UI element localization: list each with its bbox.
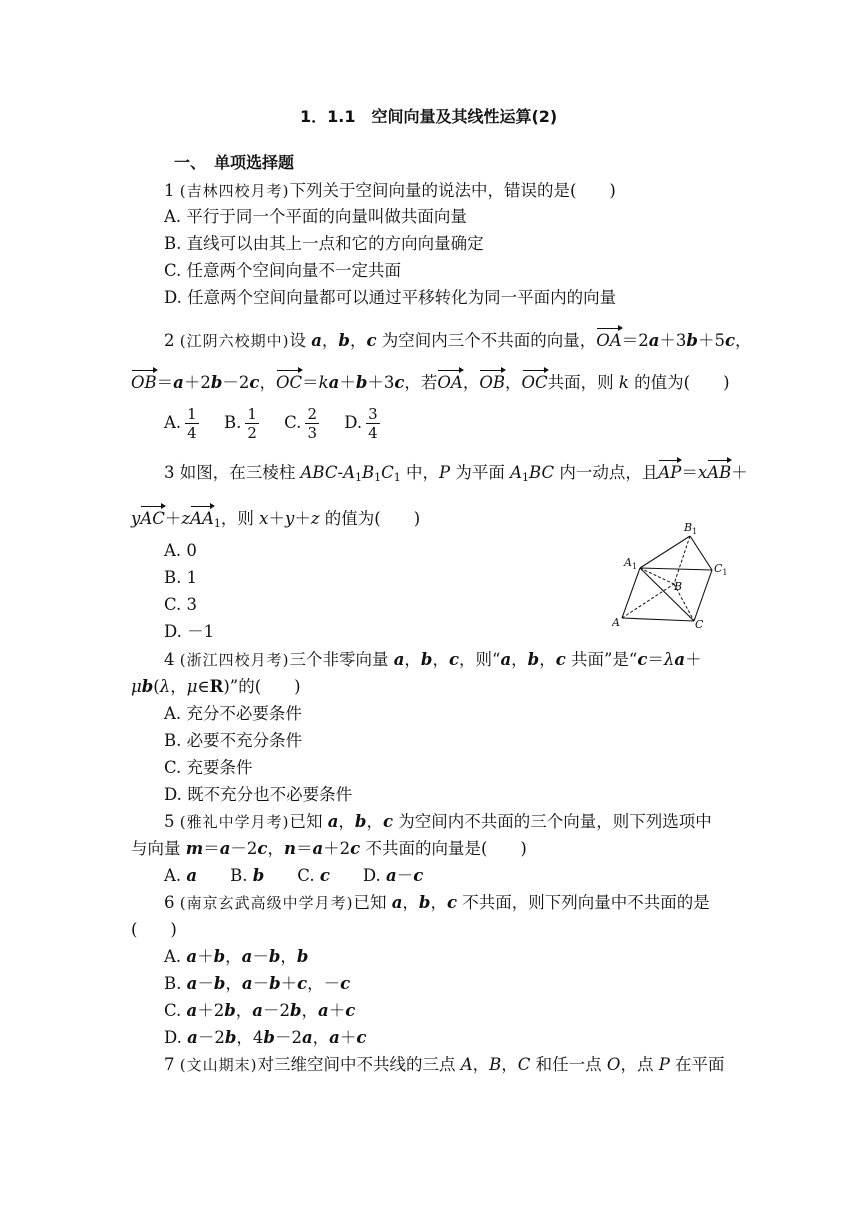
question-number: 3 — [164, 463, 175, 482]
q6-option-c: C. a＋2b，a－2b，a＋c — [164, 1001, 356, 1020]
q6-option-d: D. a－2b，4b－2a，a＋c — [164, 1028, 367, 1047]
edge-aa1 — [622, 568, 640, 618]
q4-option-c: C. 充要条件 — [164, 758, 253, 777]
section-heading: 一、 单项选择题 — [174, 153, 295, 172]
edge-ac — [622, 618, 694, 621]
edge-a1b1 — [640, 536, 690, 568]
q6-option-a: A. a＋b，a－b，b — [164, 947, 309, 966]
edge-ab-hidden — [622, 584, 674, 618]
page-title: 1．1.1 空间向量及其线性运算(2) — [300, 107, 558, 126]
label-c1: $C_1$ — [714, 562, 728, 577]
q3-option-c: C. 3 — [164, 595, 198, 614]
edge-cc1 — [694, 570, 712, 621]
q2-options — [164, 405, 380, 445]
question-6-stem-line2: ( ) — [131, 920, 177, 939]
edge-a1c — [640, 568, 694, 621]
label-b: B — [674, 580, 683, 593]
q2-option-c: C. $\frac{2}{3}$ — [284, 405, 317, 442]
edge-a1b-hidden — [640, 568, 674, 584]
question-source: (江阴六校期中) — [179, 332, 290, 350]
prism-figure — [612, 518, 742, 633]
question-6-stem-line1: 6 (南京玄武高级中学月考)已知 a，b，c 不共面，则下列向量中不共面的是 — [164, 893, 710, 912]
q4-option-d: D. 既不充分也不必要条件 — [164, 785, 353, 804]
question-4-stem-line1: 4 (浙江四校月考)三个非零向量 a，b，c，则“a，b，c 共面”是“c＝λa＋ — [164, 650, 702, 669]
edge-bb1-hidden — [674, 536, 690, 584]
question-number: 2 — [164, 331, 175, 350]
question-2-stem-line1: 2 (江阴六校期中)设 a，b，c 为空间内三个不共面的向量，OA＝2a＋3b＋5c， — [164, 331, 752, 350]
q4-option-b: B. 必要不充分条件 — [164, 731, 303, 750]
q1-option-a: A. 平行于同一个平面的向量叫做共面向量 — [164, 207, 467, 226]
question-number: 1 — [164, 181, 175, 200]
question-number: 7 — [164, 1055, 175, 1074]
label-c: C — [695, 618, 704, 631]
question-7-stem-line1: 7 (文山期末)对三维空间中不共线的三点 A，B，C 和任一点 O，点 P 在平面 — [164, 1055, 725, 1074]
q4-option-a: A. 充分不必要条件 — [164, 704, 302, 723]
edge-a1c1 — [640, 568, 712, 570]
q3-option-d: D. －1 — [164, 622, 215, 641]
q2-option-d: D. $\frac{3}{4}$ — [344, 405, 378, 442]
q3-option-a: A. 0 — [164, 541, 197, 560]
q5-options: A. a B. b C. c D. a－c — [164, 866, 424, 885]
question-source: (文山期末) — [179, 1056, 258, 1074]
label-b1: $B_1$ — [684, 521, 698, 536]
question-3-stem-line1: 3 如图，在三棱柱 ABC-$A_1B_1C_1$ 中，P 为平面 $A_1BC$ 内一动点，且AP＝xAB＋ — [164, 463, 748, 484]
question-number: 4 — [164, 650, 175, 669]
question-source: (南京玄武高级中学月考) — [179, 894, 354, 912]
edge-b1c1 — [690, 536, 712, 570]
question-source: (浙江四校月考) — [179, 651, 290, 669]
question-source: (雅礼中学月考) — [179, 813, 290, 831]
q3-option-b: B. 1 — [164, 568, 198, 587]
question-source: (吉林四校月考) — [179, 182, 290, 200]
question-number: 6 — [164, 893, 175, 912]
label-a: A — [612, 616, 620, 629]
question-2-stem-line2: OB＝a＋2b－2c，OC＝ka＋b＋3c，若OA，OB，OC共面，则 k 的值为( ) — [131, 373, 730, 392]
q1-option-c: C. 任意两个空间向量不一定共面 — [164, 261, 402, 280]
label-a1: $A_1$ — [624, 556, 638, 571]
q2-option-b: B. $\frac{1}{2}$ — [223, 405, 257, 442]
question-number: 5 — [164, 812, 175, 831]
question-1-stem — [164, 180, 616, 202]
question-5-stem-line1: 5 (雅礼中学月考)已知 a，b，c 为空间内不共面的三个向量，则下列选项中 — [164, 812, 712, 831]
q6-option-b: B. a－b，a－b＋c，－c — [164, 974, 351, 993]
q1-option-b: B. 直线可以由其上一点和它的方向向量确定 — [164, 234, 484, 253]
question-5-stem-line2: 与向量 m＝a－2c，n＝a＋2c 不共面的向量是( ) — [131, 839, 527, 858]
question-text: 下列关于空间向量的说法中，错误的是( ) — [289, 181, 616, 200]
question-3-stem-line2: yAC＋zAA$_1$，则 x＋y＋z 的值为( ) — [131, 509, 421, 530]
question-4-stem-line2: μb(λ，μ∈R)”的( ) — [131, 677, 301, 696]
q1-option-d: D. 任意两个空间向量都可以通过平移转化为同一平面内的向量 — [164, 288, 617, 307]
q2-option-a: A. $\frac{1}{4}$ — [164, 405, 197, 442]
